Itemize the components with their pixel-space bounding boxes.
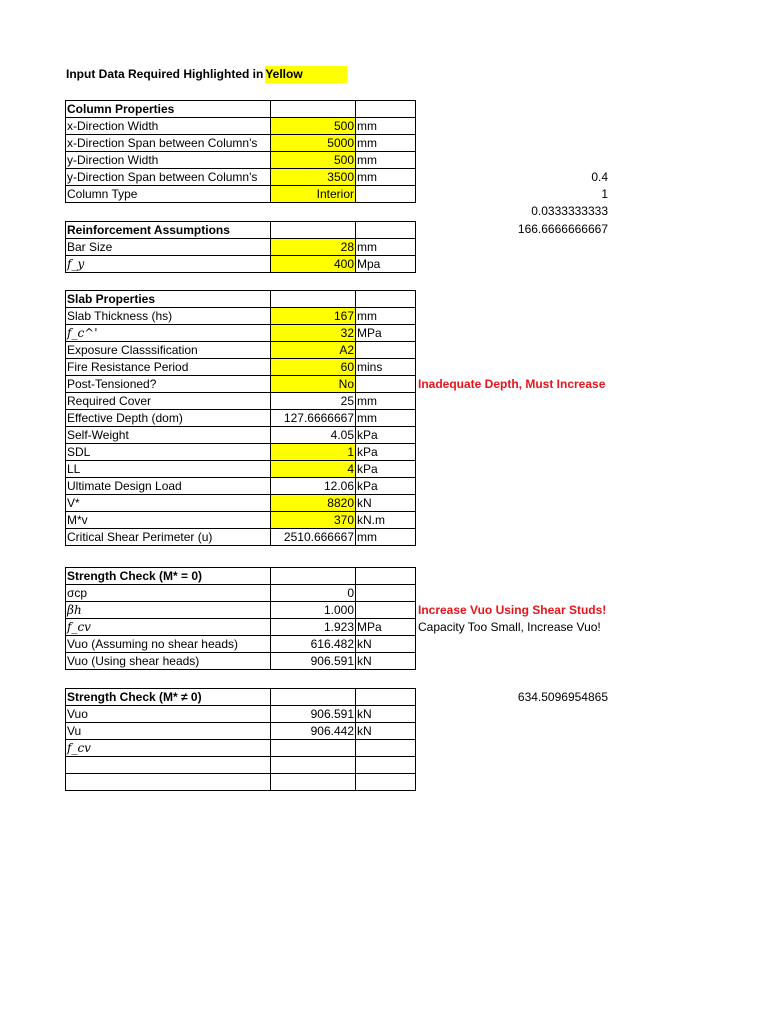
row-value: 906.591 xyxy=(271,653,356,670)
row-label: σcp xyxy=(66,585,271,602)
section-title: Strength Check (M* = 0) xyxy=(66,568,271,585)
table-row xyxy=(66,169,416,186)
table-row xyxy=(66,740,416,757)
table-row xyxy=(66,478,416,495)
row-unit: mm xyxy=(356,169,416,186)
row-unit: kN xyxy=(356,636,416,653)
row-label: f_c^' xyxy=(66,325,271,342)
row-unit xyxy=(356,757,416,774)
table-header-row xyxy=(66,689,416,706)
table-row xyxy=(66,706,416,723)
table-row xyxy=(66,152,416,169)
row-value: 2510.666667 xyxy=(271,529,356,546)
table-header-row xyxy=(66,291,416,308)
row-label: y-Direction Width xyxy=(66,152,271,169)
row-value: 12.06 xyxy=(271,478,356,495)
row-unit: MPa xyxy=(356,325,416,342)
row-unit: mm xyxy=(356,135,416,152)
row-label: Self-Weight xyxy=(66,427,271,444)
table-row xyxy=(66,393,416,410)
row-value xyxy=(271,757,356,774)
row-unit: kN xyxy=(356,653,416,670)
table-row xyxy=(66,427,416,444)
row-label: Critical Shear Perimeter (u) xyxy=(66,529,271,546)
row-unit xyxy=(356,774,416,791)
table-row xyxy=(66,308,416,325)
row-unit: kPa xyxy=(356,478,416,495)
table-row xyxy=(66,461,416,478)
row-value xyxy=(271,740,356,757)
table-row xyxy=(66,444,416,461)
row-unit: kPa xyxy=(356,461,416,478)
section-title: Reinforcement Assumptions xyxy=(66,222,271,239)
section-title: Slab Properties xyxy=(66,291,271,308)
row-label: V* xyxy=(66,495,271,512)
row-unit: kPa xyxy=(356,427,416,444)
table-row xyxy=(66,256,416,273)
empty-cell xyxy=(271,568,356,585)
row-value: 906.591 xyxy=(271,706,356,723)
row-label: SDL xyxy=(66,444,271,461)
slab-properties-table xyxy=(65,290,416,546)
side-value-5: 634.5096954865 xyxy=(517,690,608,704)
row-label: Vu xyxy=(66,723,271,740)
row-value: 1.923 xyxy=(271,619,356,636)
row-unit xyxy=(356,342,416,359)
section-title: Column Properties xyxy=(66,101,271,118)
row-label xyxy=(66,757,271,774)
row-label: x-Direction Span between Column's xyxy=(66,135,271,152)
strength-check-zero-table xyxy=(65,567,416,670)
empty-cell xyxy=(271,222,356,239)
row-label: Ultimate Design Load xyxy=(66,478,271,495)
table-row xyxy=(66,325,416,342)
column-properties-table xyxy=(65,100,416,203)
row-label: f_cv xyxy=(66,619,271,636)
m-star-v-input[interactable]: 370 xyxy=(271,512,356,529)
sdl-input[interactable]: 1 xyxy=(271,444,356,461)
table-row xyxy=(66,723,416,740)
table-row xyxy=(66,512,416,529)
row-unit: mm xyxy=(356,529,416,546)
row-label: Exposure Classsification xyxy=(66,342,271,359)
row-unit xyxy=(356,186,416,203)
ll-input[interactable]: 4 xyxy=(271,461,356,478)
row-value: 616.482 xyxy=(271,636,356,653)
slab-thickness-input[interactable]: 167 xyxy=(271,308,356,325)
row-value: 0 xyxy=(271,585,356,602)
heading-highlight-yellow: Yellow xyxy=(265,66,347,83)
row-unit: mm xyxy=(356,239,416,256)
shear-studs-warning: Increase Vuo Using Shear Studs! xyxy=(418,603,607,617)
empty-cell xyxy=(356,101,416,118)
table-row xyxy=(66,619,416,636)
table-row xyxy=(66,585,416,602)
row-unit xyxy=(356,585,416,602)
y-width-input[interactable]: 500 xyxy=(271,152,356,169)
row-unit xyxy=(356,740,416,757)
row-label: Required Cover xyxy=(66,393,271,410)
row-unit: mm xyxy=(356,118,416,135)
empty-cell xyxy=(271,101,356,118)
depth-warning: Inadequate Depth, Must Increase xyxy=(418,377,606,391)
heading-text: Input Data Required Highlighted in xyxy=(66,67,264,81)
row-label: Effective Depth (dom) xyxy=(66,410,271,427)
table-row xyxy=(66,636,416,653)
strength-check-nonzero-table xyxy=(65,688,416,791)
row-label: f_y xyxy=(66,256,271,273)
row-unit: kN xyxy=(356,723,416,740)
v-star-input[interactable]: 8820 xyxy=(271,495,356,512)
fy-input[interactable]: 400 xyxy=(271,256,356,273)
row-label: y-Direction Span between Column's xyxy=(66,169,271,186)
row-unit: mm xyxy=(356,308,416,325)
table-header-row xyxy=(66,568,416,585)
row-label: LL xyxy=(66,461,271,478)
row-value: 25 xyxy=(271,393,356,410)
exposure-input[interactable]: A2 xyxy=(271,342,356,359)
table-row xyxy=(66,774,416,791)
row-value xyxy=(271,774,356,791)
row-value: 127.6666667 xyxy=(271,410,356,427)
empty-cell xyxy=(356,568,416,585)
table-row xyxy=(66,529,416,546)
page-heading xyxy=(66,66,347,83)
fire-resistance-input[interactable]: 60 xyxy=(271,359,356,376)
side-value-1: 0.4 xyxy=(591,170,608,184)
row-value: 906.442 xyxy=(271,723,356,740)
table-row xyxy=(66,757,416,774)
row-label: Bar Size xyxy=(66,239,271,256)
bar-size-input[interactable]: 28 xyxy=(271,239,356,256)
row-label: Vuo (Using shear heads) xyxy=(66,653,271,670)
empty-cell xyxy=(356,222,416,239)
table-row xyxy=(66,410,416,427)
table-row xyxy=(66,602,416,619)
row-unit: mm xyxy=(356,393,416,410)
reinforcement-table xyxy=(65,221,416,273)
empty-cell xyxy=(271,291,356,308)
table-row xyxy=(66,653,416,670)
table-header-row xyxy=(66,222,416,239)
table-row xyxy=(66,186,416,203)
capacity-warning: Capacity Too Small, Increase Vuo! xyxy=(418,620,601,634)
table-row xyxy=(66,342,416,359)
row-unit xyxy=(356,376,416,393)
row-unit: mins xyxy=(356,359,416,376)
fc-input[interactable]: 32 xyxy=(271,325,356,342)
row-label: Vuo xyxy=(66,706,271,723)
row-value: 1.000 xyxy=(271,602,356,619)
empty-cell xyxy=(271,689,356,706)
y-span-input[interactable]: 3500 xyxy=(271,169,356,186)
row-label: Fire Resistance Period xyxy=(66,359,271,376)
table-row xyxy=(66,239,416,256)
table-row xyxy=(66,495,416,512)
table-row xyxy=(66,359,416,376)
row-label: Post-Tensioned? xyxy=(66,376,271,393)
table-row xyxy=(66,118,416,135)
row-unit xyxy=(356,602,416,619)
row-label: Vuo (Assuming no shear heads) xyxy=(66,636,271,653)
side-value-4: 166.6666666667 xyxy=(517,222,608,236)
table-row xyxy=(66,376,416,393)
empty-cell xyxy=(356,689,416,706)
row-unit: Mpa xyxy=(356,256,416,273)
row-unit: mm xyxy=(356,152,416,169)
post-tensioned-input[interactable]: No xyxy=(271,376,356,393)
row-unit: MPa xyxy=(356,619,416,636)
row-value: 4.05 xyxy=(271,427,356,444)
row-label: βh xyxy=(66,602,271,619)
row-label: x-Direction Width xyxy=(66,118,271,135)
row-label: M*v xyxy=(66,512,271,529)
row-unit: kN.m xyxy=(356,512,416,529)
empty-cell xyxy=(356,291,416,308)
row-unit: mm xyxy=(356,410,416,427)
row-label xyxy=(66,774,271,791)
row-label: Slab Thickness (hs) xyxy=(66,308,271,325)
section-title: Strength Check (M* ≠ 0) xyxy=(66,689,271,706)
row-unit: kN xyxy=(356,495,416,512)
x-width-input[interactable]: 500 xyxy=(271,118,356,135)
row-unit: kN xyxy=(356,706,416,723)
side-value-2: 1 xyxy=(601,187,608,201)
table-header-row xyxy=(66,101,416,118)
row-label: Column Type xyxy=(66,186,271,203)
x-span-input[interactable]: 5000 xyxy=(271,135,356,152)
row-label: f_cv xyxy=(66,740,271,757)
side-value-3: 0.0333333333 xyxy=(531,204,608,218)
table-row xyxy=(66,135,416,152)
row-unit: kPa xyxy=(356,444,416,461)
column-type-input[interactable]: Interior xyxy=(271,186,356,203)
